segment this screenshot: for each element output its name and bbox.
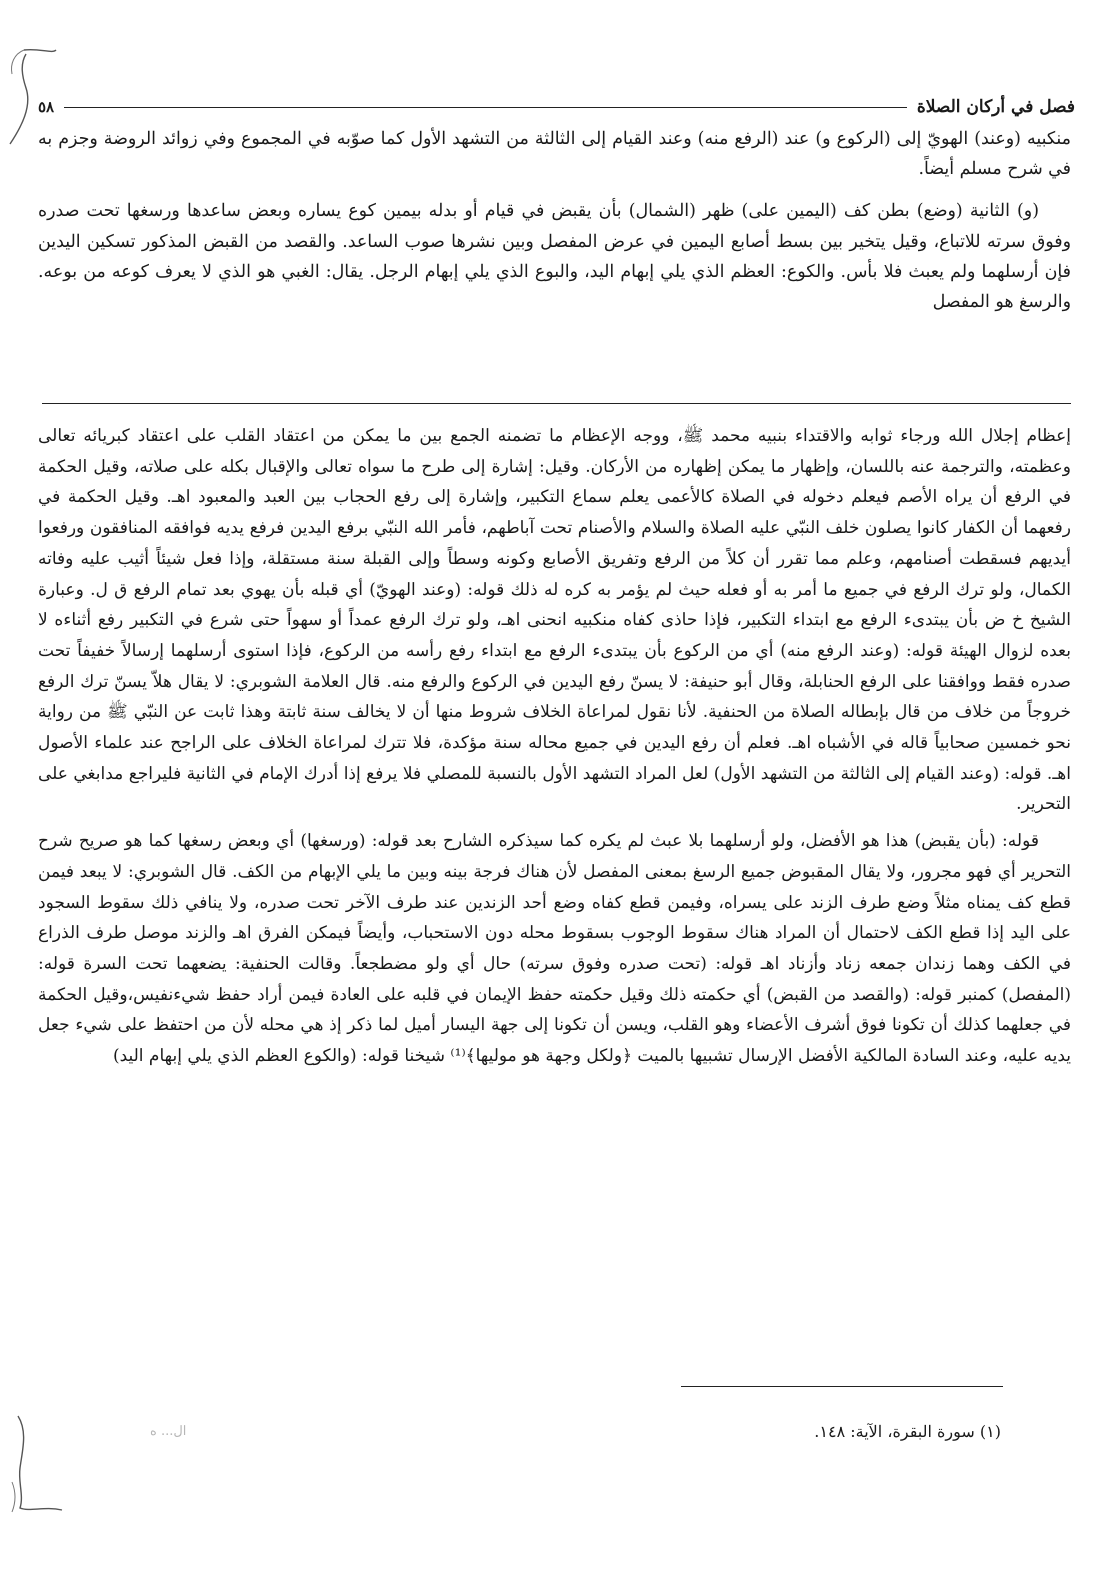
commentary-paragraph: إعظام إجلال الله ورجاء ثوابه والاقتداء بنبيه محمد ﷺ، ووجه الإعظام ما تضمنه الجمع بين ما يمكن من اعتقاد القلب على اعتقاد كبريائه تعالى وعظمته، والترجمة عنه باللسان، وإظهار ما يمكن إظهاره من الأركان. وقيل: إشارة إلى طرح ما سواه تعالى والإقبال بكله على صلاته، وقيل الحكمة في الرفع أن يراه الأصم فيعلم دخوله في الصلاة كالأعمى يعلم سماع التكبير، وإشارة إلى رفع الحجاب بين العبد والمعبود اهـ. وقيل الحكمة في رفعهما أن الكفار كانوا يصلون خلف النبّي عليه الصلاة والسلام والأصنام تحت آباطهم، فأمر الله النبّي برفع اليدين فرفع يديه فوافقه المنافقون ورفعوا أيديهم فسقطت أصنامهم، وعلم مما تقرر أن كلاً من الرفع وتفريق الأصابع وكونه وسطاً وإلى القبلة سنة مستقلة، وإذا فعل شيئاً أثيب عليه وفاته الكمال، ولو ترك الرفع في جميع ما أمر به أو فعله حيث لم يؤمر به كره له ذلك قوله: (وعند الهويّ) أي قبله بأن يهوي بعد تمام الرفع ق ل. وعبارة الشيخ خ ض بأن يبتدىء الرفع مع ابتداء التكبير، فإذا حاذى كفاه منكبيه انحنى اهـ، ولو ترك الرفع عمداً أو سهواً حتى شرع في التكبير رفع أثناءه لا بعده لزوال الهيئة قوله: (وعند الرفع منه) أي من الركوع بأن يبتدىء الرفع مع ابتداء رفع رأسه من الركوع، فإذا استوى أرسلهما إرسالاً خفيفاً تحت صدره فقط ووافقنا على الرفع الحنابلة، وقال أبو حنيفة: لا يسنّ رفع اليدين في الركوع والرفع منه. قال العلامة الشوبري: لا يقال هلاّ يسنّ ترك الرفع خروجاً من خلاف من قال بإبطاله الصلاة من الحنفية. لأنا نقول لمراعاة الخلاف شروط منها أن لا يخالف سنة ثابتة وهذا ثابت عن النبّي ﷺ من رواية نحو خمسين صحابياً قاله في الأشباه اهـ. فعلم أن رفع اليدين في جميع محاله سنة مؤكدة، فلا تترك لمراعاة الخلاف على الراجح عند علماء الأصول اهـ. قوله: (وعند القيام إلى الثالثة من التشهد الأول) لعل المراد التشهد الأول بالنسبة للمصلي فلا يرفع إذا أدرك الإمام في الثانية فليراجع مدابغي على التحرير. [38, 426, 1071, 815]
header-rule [64, 107, 907, 108]
footnote-rule [681, 1386, 1003, 1387]
scan-corner-mark-bottom [0, 1412, 70, 1522]
main-paragraph: (و) الثانية (وضع) بطن كف (اليمين على) ظهر (الشمال) بأن يقبض في قيام أو بدله بيمين كوع يساره وبعض ساعدها ورسغها تحت صدره وفوق سرته للاتباع، وقيل يتخير بين بسط أصابع اليمين في عرض المفصل وبين نشرها صوب الساعد. والقصد من القبض المذكور تسكين اليدين فإن أرسلهما ولم يعبث فلا بأس. والكوع: العظم الذي يلي إبهام اليد، والبوع الذي يلي إبهام الرجل. يقال: الغبي هو الذي لا يعرف كوعه من بوعه. والرسغ هو المفصل [38, 201, 1071, 313]
running-title: فصل في أركان الصلاة [916, 97, 1075, 117]
commentary-text [38, 421, 1071, 1072]
main-paragraph: منكبيه (وعند) الهويّ إلى (الركوع و) عند (الرفع منه) وعند القيام إلى الثالثة من التشهد الأول كما صوّبه في المجموع وفي زوائد الروضة وجزم به في شرح مسلم أيضاً. [38, 129, 1071, 180]
section-divider [42, 403, 1071, 404]
faint-bleed-text: ال... ه [150, 1424, 187, 1439]
page-header [38, 92, 1075, 122]
commentary-paragraph: قوله: (بأن يقبض) هذا هو الأفضل، ولو أرسلهما بلا عبث لم يكره كما سيذكره الشارح بعد قوله: (ورسغها) أي وبعض رسغها كما هو صريح شرح التحرير أي فهو مجرور، ولا يقال المقبوض جميع الرسغ بمعنى المفصل لأن هناك فرجة بينه وبين ما يلي الإبهام من الكف. قال الشوبري: لا يبعد فيمن قطع كف يمناه مثلاً وضع طرف الزند على يسراه، وفيمن قطع كفاه وضع أحد الزندين عند طرف الآخر تحت صدره، ولا ينافي ذلك سقوط السجود على اليد إذا قطع الكف لاحتمال أن المراد هناك سقوط الوجوب بسقوط محله دون الاستحباب، وأيضاً فيمكن الفرق اهـ والزند موصل طرف الذراع في الكف وهما زندان جمعه زناد وأزناد اهـ قوله: (تحت صدره وفوق سرته) حال أي ولو مضطجعاً. وقالت الحنفية: يضعهما تحت السرة قوله: (المفصل) كمنبر قوله: (والقصد من القبض) أي حكمته ذلك وقيل حكمته حفظ الإيمان في قلبه على العادة فيمن أراد حفظ شيءنفيس،وقيل الحكمة في جعلهما كذلك أن تكونا فوق أشرف الأعضاء وهو القلب، ويسن أن تكونا إلى جهة اليسار أميل لما ذكر إذ هي محله لأن من احتفظ على شيء جعل يديه عليه، وعند السادة المالكية الأفضل الإرسال تشبيها بالميت ﴿ولكل وجهة هو موليها﴾⁽¹⁾ شيخنا قوله: (والكوع العظم الذي يلي إبهام اليد) [38, 831, 1071, 1067]
main-text [38, 124, 1071, 317]
page-number: ٥٨ [38, 98, 55, 116]
footnote: (١) سورة البقرة، الآية: ١٤٨. [814, 1422, 1001, 1441]
